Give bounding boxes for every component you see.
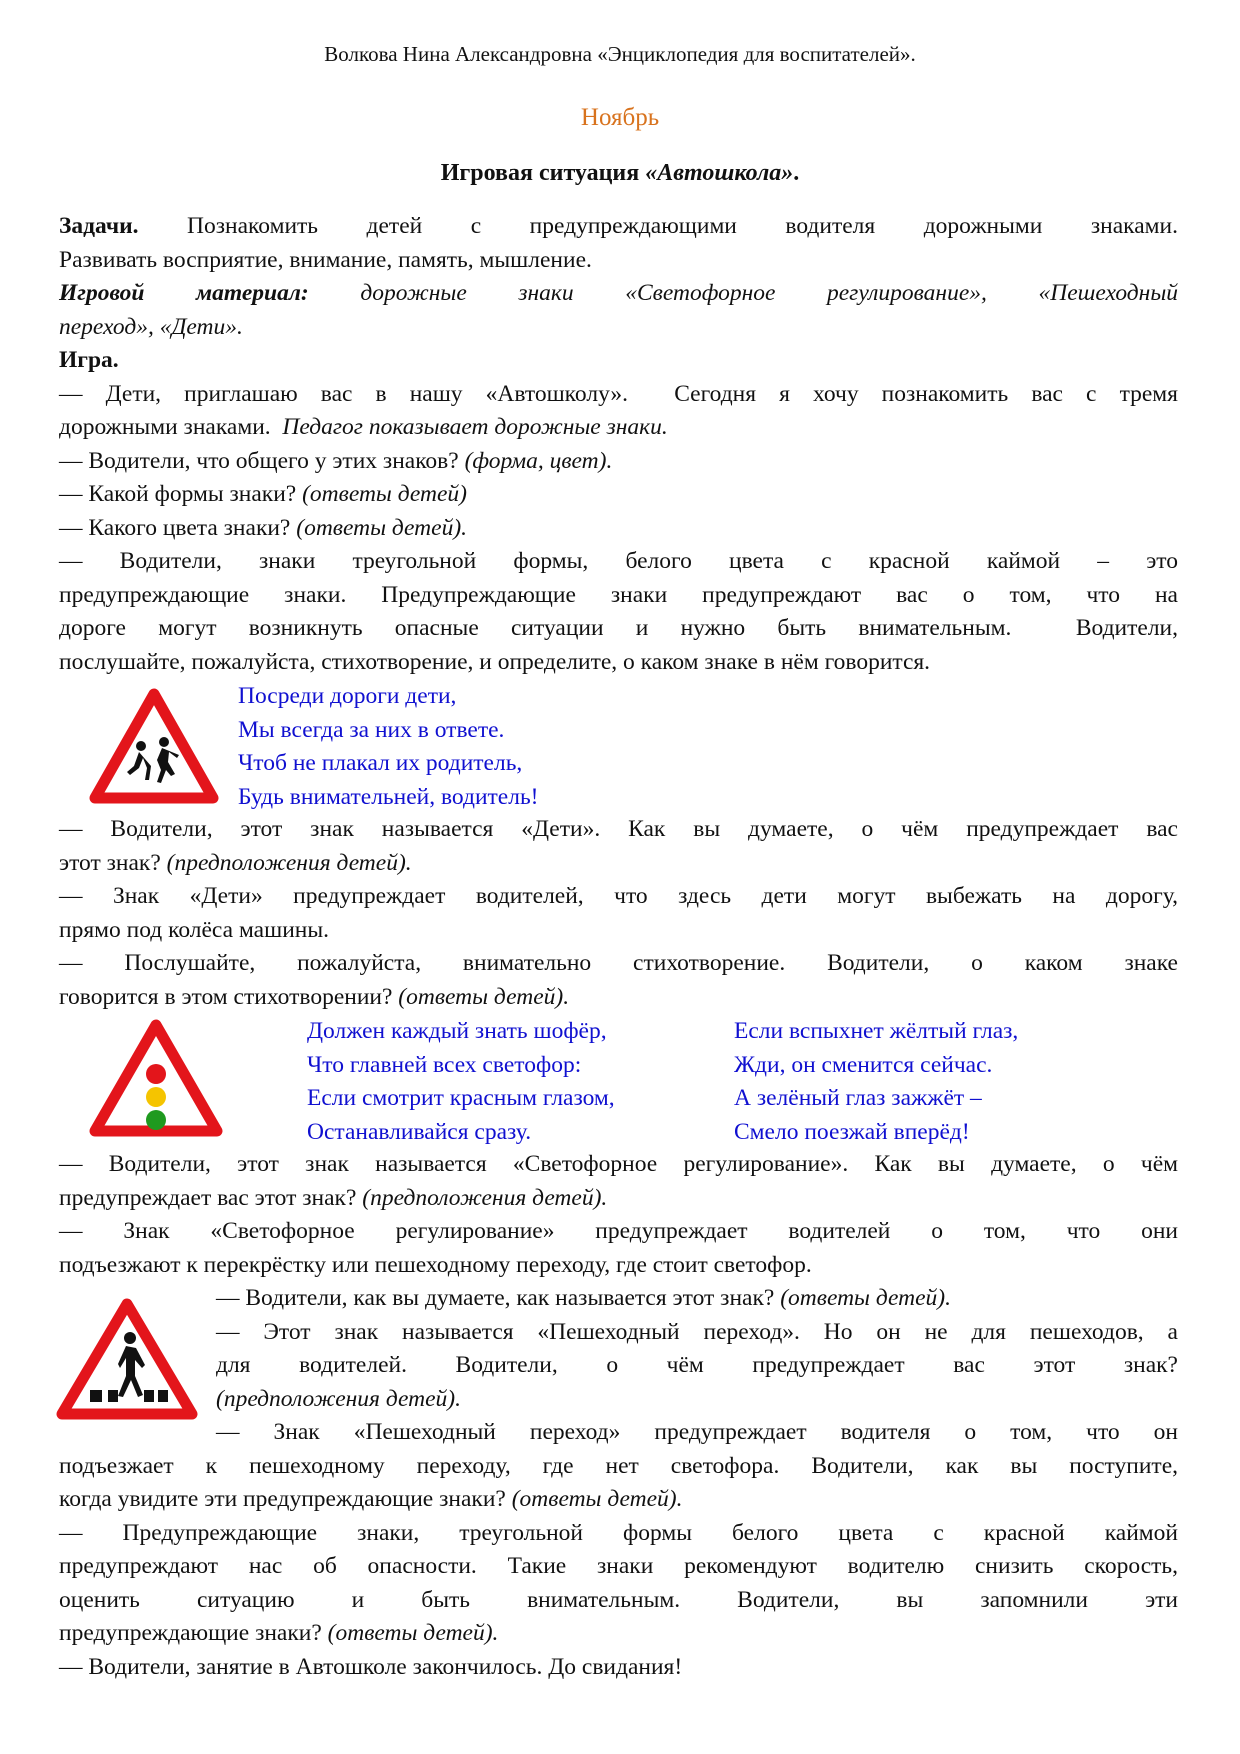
text-line	[59, 813, 1178, 847]
text-line	[59, 478, 1178, 512]
text-line	[59, 914, 1178, 948]
text-span: послушайте, пожалуйста, стихотворение, и определите, о каком знаке в нём говорится.	[59, 648, 931, 675]
text-line	[59, 1215, 1178, 1249]
text-line	[59, 1282, 1178, 1316]
yellow-light-icon	[146, 1087, 166, 1107]
text-span: говорится в этом стихотворении?	[59, 983, 399, 1010]
text-span: — Водители, занятие в Автошколе закончилось. До свидания!	[59, 1653, 683, 1680]
text-span: этот знак?	[59, 849, 167, 876]
text-span: — Водители, что общего у этих знаков?	[59, 447, 465, 474]
italic-text: (форма, цвет).	[464, 447, 613, 474]
italic-text: переход», «Дети».	[59, 313, 243, 340]
italic-text: (ответы детей)	[302, 481, 467, 507]
title-italic: «Автошкола»	[645, 160, 794, 186]
text-span: когда увидите эти предупреждающие знаки?	[59, 1486, 512, 1512]
text-line	[59, 847, 1178, 881]
poem-line: Посреди дороги дети,	[238, 683, 457, 709]
spacer-line	[59, 713, 1178, 747]
text-span: — Знак «Светофорное регулирование» предупреждает водителей о том, что они	[59, 1218, 1178, 1244]
italic-text: (ответы детей).	[511, 1486, 683, 1512]
poem-line: Если вспыхнет жёлтый глаз,	[734, 1018, 1019, 1044]
poem-line: Чтоб не плакал их родитель,	[238, 750, 523, 776]
italic-text: (ответы детей).	[398, 983, 570, 1010]
bold-text: Игра.	[59, 347, 119, 373]
poem-children	[238, 680, 539, 814]
poem-line: Смело поезжай вперёд!	[734, 1118, 970, 1145]
text-span: для водителей. Водители, о чём предупреждает вас этот знак?	[216, 1352, 1178, 1378]
red-light-icon	[146, 1064, 166, 1084]
italic-text: (ответы детей).	[780, 1285, 951, 1311]
poem-traffic-left	[307, 1015, 615, 1149]
text-line	[59, 1416, 1178, 1450]
spacer-line	[59, 679, 1178, 713]
text-line	[59, 646, 1178, 680]
text-line	[59, 512, 1178, 546]
green-light-icon	[146, 1110, 166, 1130]
italic-text: дорожные знаки «Светофорное регулирование», «Пешеходный	[308, 280, 1178, 306]
text-line	[59, 1584, 1178, 1618]
poem-line: Будь внимательней, водитель!	[238, 783, 539, 810]
text-line	[59, 1249, 1178, 1283]
text-span: оценить ситуацию и быть внимательным. Водители, вы запомнили эти	[59, 1586, 1178, 1613]
text-span: подъезжают к перекрёстку или пешеходному переходу, где стоит светофор.	[59, 1251, 812, 1278]
text-span: — Какого цвета знаки?	[59, 514, 297, 541]
text-span: предупреждающие знаки. Предупреждающие знаки предупреждают вас о том, что на	[59, 581, 1178, 608]
text-span: — Водители, этот знак называется «Дети». Как вы думаете, о чём предупреждает вас	[59, 816, 1178, 842]
text-line	[59, 1349, 1178, 1383]
text-span: — Какой формы знаки?	[59, 481, 303, 507]
text-line	[59, 1483, 1178, 1517]
text-span: — Этот знак называется «Пешеходный переход». Но он не для пешеходов, а	[216, 1318, 1178, 1345]
text-span: — Водители, знаки треугольной формы, белого цвета с красной каймой – это	[59, 548, 1178, 574]
text-line	[59, 1182, 1178, 1216]
running-header: Волкова Нина Александровна «Энциклопедия для воспитателей».	[324, 42, 916, 66]
pedestrian-crossing-sign-icon	[56, 1298, 198, 1422]
text-line	[59, 1517, 1178, 1551]
text-span: дорожными знаками.	[59, 414, 283, 440]
italic-text: (предположения детей).	[216, 1385, 462, 1412]
spacer-line	[59, 780, 1178, 814]
poem-line: А зелёный глаз зажжёт –	[734, 1085, 982, 1111]
poem-line: Останавливайся сразу.	[307, 1118, 532, 1145]
text-line	[59, 1617, 1178, 1651]
traffic-light-sign-icon	[89, 1019, 223, 1139]
text-line	[59, 210, 1178, 244]
text-line	[59, 579, 1178, 613]
text-line	[59, 277, 1178, 311]
text-line	[59, 1316, 1178, 1350]
text-line	[59, 1550, 1178, 1584]
text-span: предупреждающие знаки?	[59, 1620, 328, 1646]
text-span: подъезжает к пешеходному переходу, где нет светофора. Водители, как вы поступите,	[59, 1452, 1178, 1479]
poem-traffic-right	[734, 1015, 1018, 1149]
text-line	[59, 344, 1178, 378]
text-span: Развивать восприятие, внимание, память, мышление.	[59, 246, 592, 273]
text-line	[59, 311, 1178, 345]
text-span: — Водители, этот знак называется «Светофорное регулирование». Как вы думаете, о чём	[59, 1151, 1178, 1177]
spacer-line	[59, 746, 1178, 780]
text-line	[59, 445, 1178, 479]
text-span: — Дети, приглашаю вас в нашу «Автошколу». Сегодня я хочу познакомить вас с тремя	[59, 380, 1178, 407]
text-line	[59, 981, 1178, 1015]
text-line	[59, 1383, 1178, 1417]
children-sign-icon	[89, 688, 219, 806]
title-main: Игровая ситуация	[440, 160, 646, 186]
text-span: прямо под колёса машины.	[59, 916, 330, 943]
month-heading: Ноябрь	[580, 104, 660, 131]
text-span: — Водители, как вы думаете, как называется этот знак?	[216, 1285, 781, 1311]
text-span: — Знак «Пешеходный переход» предупреждает водителя о том, что он	[216, 1419, 1178, 1445]
bold-text: Задачи.	[59, 213, 139, 239]
text-line	[59, 1450, 1178, 1484]
poem-line: Должен каждый знать шофёр,	[307, 1018, 607, 1044]
body-text	[59, 210, 1178, 1684]
text-span: Познакомить детей с предупреждающими водителя дорожными знаками.	[138, 213, 1178, 239]
text-line	[59, 411, 1178, 445]
poem-line: Жди, он сменится сейчас.	[734, 1051, 993, 1078]
italic-text: (ответы детей).	[327, 1620, 499, 1646]
document-title	[0, 160, 1240, 187]
italic-text: (предположения детей).	[362, 1184, 608, 1211]
italic-text: (предположения детей).	[166, 849, 412, 876]
poem-line: Мы всегда за них в ответе.	[238, 716, 505, 743]
text-span: предупреждают нас об опасности. Такие знаки рекомендуют водителю снизить скорость,	[59, 1553, 1178, 1579]
title-end: .	[793, 160, 800, 186]
text-line	[59, 545, 1178, 579]
text-line	[59, 880, 1178, 914]
text-span: — Знак «Дети» предупреждает водителей, что здесь дети могут выбежать на дорогу,	[59, 883, 1178, 909]
text-line	[59, 612, 1178, 646]
text-line	[59, 244, 1178, 278]
poem-line: Что главней всех светофор:	[307, 1051, 582, 1078]
italic-text: (ответы детей).	[296, 514, 468, 541]
text-line	[59, 1651, 1178, 1685]
text-span: предупреждает вас этот знак?	[59, 1184, 363, 1211]
italic-text: Педагог показывает дорожные знаки.	[282, 414, 668, 440]
text-line	[59, 1148, 1178, 1182]
poem-line: Если смотрит красным глазом,	[307, 1085, 615, 1111]
text-line	[59, 947, 1178, 981]
text-span: дороге могут возникнуть опасные ситуации и нужно быть внимательным. Водители,	[59, 615, 1178, 641]
bold-italic-text: Игровой материал:	[59, 280, 309, 306]
text-span: — Послушайте, пожалуйста, внимательно стихотворение. Водители, о каком знаке	[59, 950, 1178, 976]
text-span: — Предупреждающие знаки, треугольной формы белого цвета с красной каймой	[59, 1519, 1178, 1546]
text-line	[59, 378, 1178, 412]
